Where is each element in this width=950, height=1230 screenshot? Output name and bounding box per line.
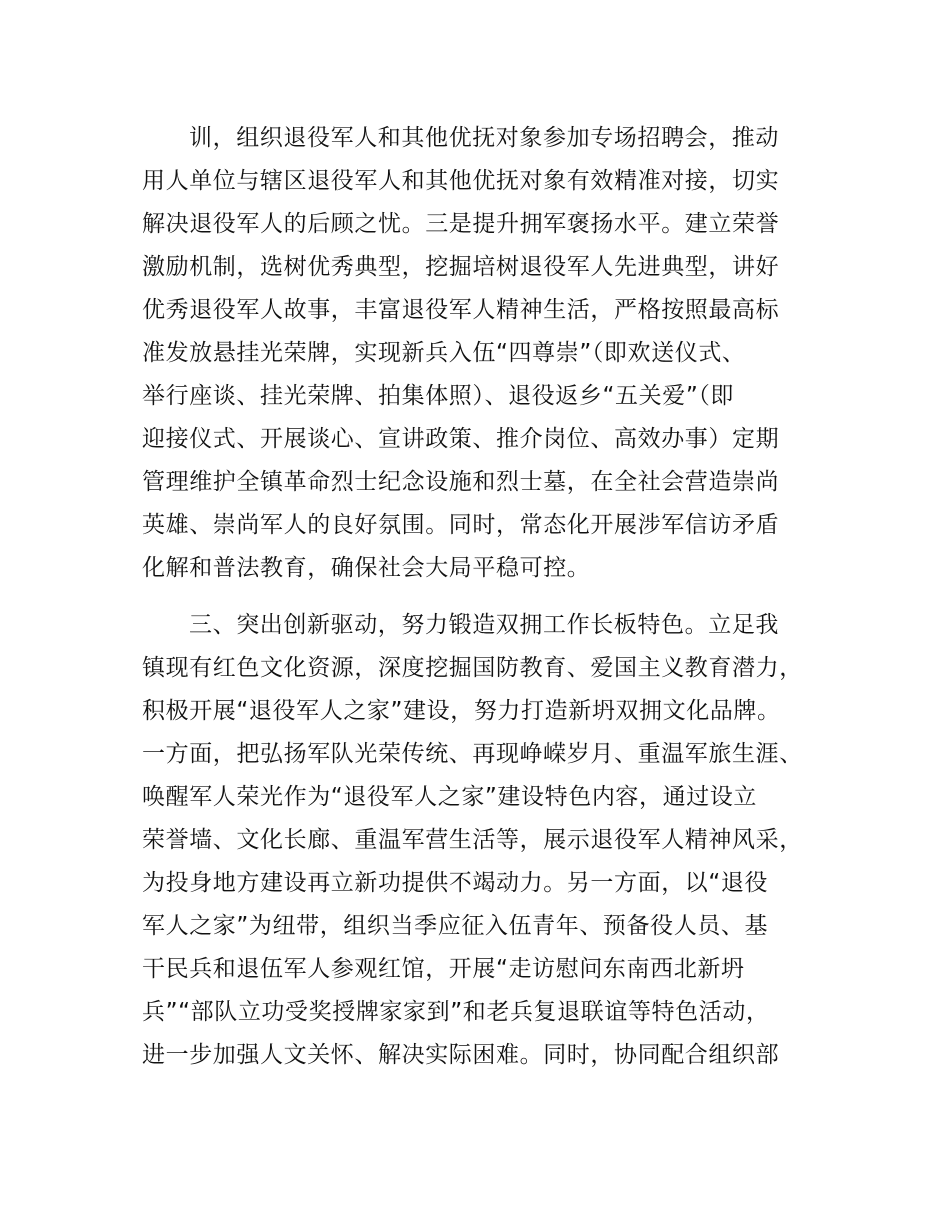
text-line: 唤醒军人荣光作为“退役军人之家”建设特色内容，通过设立 — [142, 784, 758, 810]
text-line: 解决退役军人的后顾之忧。三是提升拥军褒扬水平。建立荣誉 — [142, 211, 780, 237]
text-line: 进一步加强人文关怀、解决实际困难。同时，协同配合组织部 — [142, 1042, 780, 1068]
text-line: 镇现有红色文化资源，深度挖掘国防教育、爱国主义教育潜力， — [142, 655, 803, 681]
text-line: 三、突出创新驱动，努力锻造双拥工作长板特色。立足我 — [189, 612, 779, 638]
text-line: 化解和普法教育，确保社会大局平稳可控。 — [142, 555, 591, 581]
text-line: 举行座谈、挂光荣牌、拍集体照）、退役返乡“五关爱”（即 — [142, 383, 735, 409]
text-line: 准发放悬挂光荣牌，实现新兵入伍“四尊崇”（即欢送仪式、 — [142, 340, 746, 366]
text-line: 为投身地方建设再立新功提供不竭动力。另一方面，以“退役 — [142, 870, 769, 896]
text-line: 军人之家”为纽带，组织当季应征入伍青年、预备役人员、基 — [142, 913, 769, 939]
text-line: 迎接仪式、开展谈心、宣讲政策、推介岗位、高效办事）定期 — [142, 426, 780, 452]
text-line: 优秀退役军人故事，丰富退役军人精神生活，严格按照最高标 — [142, 297, 780, 323]
text-line: 一方面，把弘扬军队光荣传统、再现峥嵘岁月、重温军旅生涯、 — [142, 741, 803, 767]
text-line: 管理维护全镇革命烈士纪念设施和烈士墓，在全社会营造崇尚 — [142, 469, 780, 495]
text-line: 用人单位与辖区退役军人和其他优抚对象有效精准对接，切实 — [142, 168, 780, 194]
text-line: 荣誉墙、文化长廊、重温军营生活等，展示退役军人精神风采， — [142, 827, 803, 853]
text-line: 英雄、崇尚军人的良好氛围。同时，常态化开展涉军信访矛盾 — [142, 512, 780, 538]
text-line: 干民兵和退伍军人参观红馆，开展“走访慰问东南西北新坍 — [142, 956, 745, 982]
text-line: 兵”“部队立功受奖授牌家家到”和老兵复退联谊等特色活动， — [142, 999, 770, 1025]
text-line: 训，组织退役军人和其他优抚对象参加专场招聘会，推动 — [189, 125, 779, 151]
text-line: 激励机制，选树优秀典型，挖掘培树退役军人先进典型，讲好 — [142, 254, 780, 280]
text-line: 积极开展“退役军人之家”建设，努力打造新坍双拥文化品牌。 — [142, 698, 781, 724]
